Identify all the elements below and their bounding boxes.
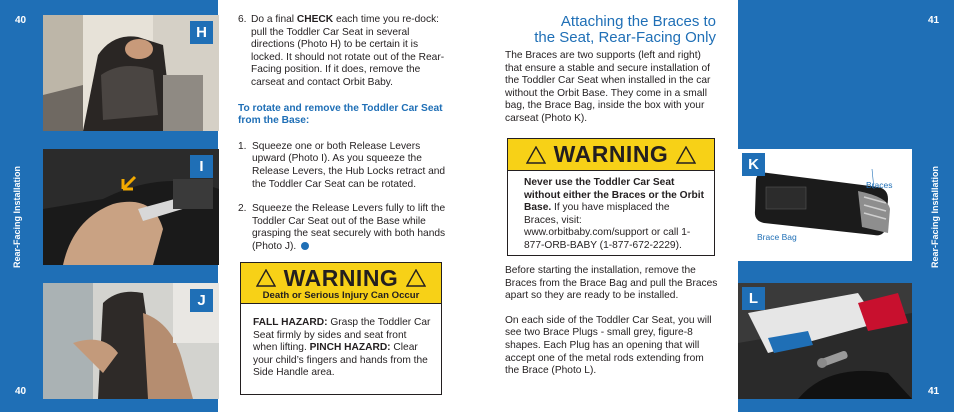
photo-k: [738, 149, 912, 261]
fall-hazard-label: FALL HAZARD:: [253, 317, 328, 328]
fall-hazard-text: Grasp the Toddler Car Seat firmly by sides and seat front when lifting.: [253, 317, 431, 354]
left-side-label: Rear-Facing Installation: [12, 165, 22, 269]
page-number-bottom-right: 41: [928, 386, 940, 397]
column-right-text: [505, 14, 720, 126]
step-6: [238, 14, 453, 90]
warning-box-braces: [507, 138, 715, 256]
step-1: [238, 141, 453, 191]
warning-triangle-icon: [406, 269, 426, 287]
warning-subtitle: Death or Serious Injury Can Occur: [262, 290, 420, 301]
step-6-text-b: each time you re-dock: pull the Toddler Car Seat in several directions (Photo H) to be certain it is locked. It should not rotate out of the Rear-Facing position. If it does, remove the carseat and contact Orbit Baby.: [251, 14, 445, 88]
page-number-top-left: 40: [15, 15, 27, 26]
step-6-text-a: Do a final: [251, 14, 297, 25]
warning-body: [241, 304, 441, 380]
warning-text: If you have misplaced the Braces, visit: www.orbitbaby.com/support or call 1-877-ORB-BABY (1-877-672-2229).: [524, 202, 691, 251]
warning-triangle-icon: [526, 146, 546, 164]
photo-l: [738, 283, 912, 399]
pinch-hazard-label: PINCH HAZARD:: [309, 342, 391, 354]
warning-triangle-icon: [256, 269, 276, 287]
step-2: [238, 203, 453, 253]
right-side-label: Rear-Facing Installation: [930, 165, 940, 269]
remove-braces-paragraph: Before starting the installation, remove the Braces from the Brace Bag and pull the Braces apart so they are ready to be installed.: [505, 265, 718, 302]
pinch-hazard-text: Clear your child’s fingers and hands from the Side Handle area.: [253, 342, 428, 379]
braces-heading-line-2: the Seat, Rear-Facing Only: [534, 29, 716, 46]
brace-plugs-paragraph: On each side of the Toddler Car Seat, you will see two Brace Plugs - small grey, figure-8 shapes. Each Plug has an opening that will accept one of the metal rods extending from the Brace (Photo L).: [505, 314, 712, 377]
photo-j-label: J: [190, 289, 213, 312]
column-right-lower: [505, 265, 720, 378]
step-6-number: 6.: [238, 14, 247, 25]
step-1-text: Squeeze one or both Release Levers upward (Photo I). As you squeeze the Release Levers, the Hub Locks retract and the Toddler Car Seat can be rotated.: [252, 140, 446, 190]
warning-body: [508, 171, 714, 253]
photo-i: [43, 149, 219, 265]
warning-header: [508, 139, 714, 171]
warning-title: WARNING: [553, 141, 669, 167]
photo-l-label: L: [742, 287, 765, 310]
photo-k-label: K: [742, 153, 765, 176]
rotate-remove-subheading: To rotate and remove the Toddler Car Seat from the Base:: [238, 102, 443, 127]
photo-h: [43, 15, 219, 131]
page-number-bottom-left: 40: [15, 386, 27, 397]
column-left-text: [238, 14, 453, 254]
step-1-number: 1.: [238, 140, 247, 152]
photo-i-label: I: [190, 155, 213, 178]
brace-bag-callout: Brace Bag: [757, 232, 797, 242]
braces-heading: [505, 14, 720, 46]
braces-heading-line-1: Attaching the Braces to: [560, 13, 716, 30]
warning-title: WARNING: [283, 264, 399, 291]
warning-header: [241, 263, 441, 304]
photo-j: [43, 283, 219, 399]
warning-box-fall-pinch: [240, 262, 442, 395]
warning-bold-text: Never use the Toddler Car Seat without either the Braces or the Orbit Base.: [524, 177, 705, 214]
step-2-text: Squeeze the Release Levers fully to lift the Toddler Car Seat out of the Base while grasping the seat securely with both hands (Photo J).: [252, 203, 446, 252]
photo-h-label: H: [190, 21, 213, 44]
step-6-check: CHECK: [296, 14, 334, 25]
end-dot-icon: [301, 242, 309, 250]
warning-triangle-icon: [676, 146, 696, 164]
step-2-number: 2.: [238, 203, 247, 215]
braces-intro: The Braces are two supports (left and right) that ensure a stable and secure installation of the Toddler Car Seat when installed in the car without the Orbit Base. They come in a small bag, the Brace Bag, inside the box with your carseat (Photo K).: [505, 50, 711, 124]
page-number-top-right: 41: [928, 15, 940, 26]
braces-callout: Braces: [866, 180, 893, 190]
